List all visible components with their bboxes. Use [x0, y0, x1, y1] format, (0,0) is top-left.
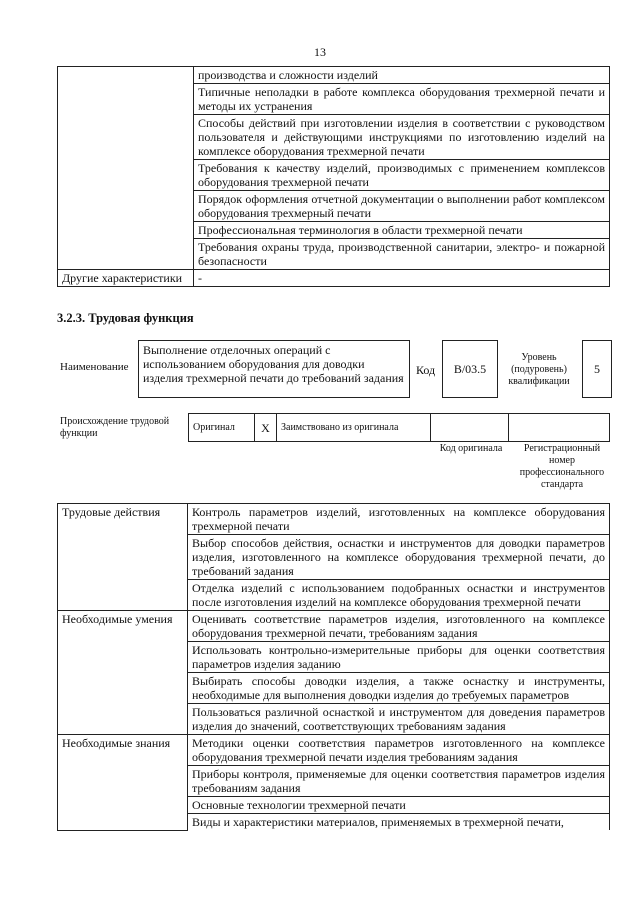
action-item: Выбор способов действия, оснастки и инструментов для доводки параметров изделия, изготовленного на комплексе оборудования трехмерной печати, до требований задания — [188, 535, 610, 580]
function-name: Выполнение отделочных операций с использованием оборудования для доводки изделия трехмерной печати до требований задания — [138, 340, 410, 398]
row-label-actions: Трудовые действия — [58, 504, 188, 611]
action-item: Отделка изделий с использованием подобранных оснастки и инструментов после изготовления изделий на комплексе оборудования трехмерной печати — [188, 580, 610, 611]
skill-item: Выбирать способы доводки изделия, а также оснастку и инструменты, необходимые для выполнения доводки изделия до требуемых параметров — [188, 673, 610, 704]
origin-code-cell — [431, 414, 509, 442]
borrowed-label: Заимствовано из оригинала — [277, 414, 431, 442]
level-label: Уровень (подуровень) квалификации — [508, 352, 570, 387]
knowledge-item: Способы действий при изготовлении изделия в соответствии с руководством пользователя и действующими инструкциями по изготовлению изделий на комплексе оборудования трехмерной печати — [194, 115, 610, 160]
knowledge-item: Типичные неполадки в работе комплекса оборудования трехмерной печати и методы их устранения — [194, 84, 610, 115]
row-label-knowledge: Необходимые знания — [58, 735, 188, 831]
origin-label: Происхождение трудовой функции — [60, 416, 170, 439]
skill-item: Использовать контрольно-измерительные приборы для оценки соответствия параметров изделия заданию — [188, 642, 610, 673]
page-number: 13 — [314, 45, 326, 59]
registration-caption: Регистрационный номер профессионального стандарта — [519, 443, 605, 490]
code-caption: Код оригинала — [439, 443, 503, 454]
labor-function-table — [57, 503, 610, 831]
origin-table — [188, 413, 610, 442]
original-label: Оригинал — [189, 414, 255, 442]
knowledge-item: Требования к качеству изделий, производимых с применением комплексов оборудования трехмерной печати — [194, 160, 610, 191]
row-label-skills: Необходимые умения — [58, 611, 188, 735]
original-mark: X — [255, 414, 277, 442]
knowledge-table-continued — [57, 66, 610, 287]
code-value: B/03.5 — [442, 340, 498, 398]
row-label-empty — [58, 67, 194, 270]
knowledge-item: Требования охраны труда, производственной санитарии, электро- и пожарной безопасности — [194, 239, 610, 270]
skill-item: Оценивать соответствие параметров изделия, изготовленного на комплексе оборудования трехмерной печати, требованиям задания — [188, 611, 610, 642]
other-characteristics-value: - — [194, 270, 610, 287]
row-label-other: Другие характеристики — [58, 270, 194, 287]
level-value: 5 — [582, 340, 612, 398]
section-heading: 3.2.3. Трудовая функция — [57, 311, 194, 325]
code-label: Код — [416, 363, 436, 377]
registration-number-cell — [509, 414, 610, 442]
knowledge-item: Методики оценки соответствия параметров изготовленного на комплексе оборудования трехмерной печати изделия требованиям задания — [188, 735, 610, 766]
name-label: Наименование — [60, 361, 129, 373]
knowledge-item: производства и сложности изделий — [194, 67, 610, 84]
knowledge-item: Основные технологии трехмерной печати — [188, 797, 610, 814]
skill-item: Пользоваться различной оснасткой и инструментом для доведения параметров изделия до значений, соответствующих требованиям задания — [188, 704, 610, 735]
knowledge-item: Виды и характеристики материалов, применяемых в трехмерной печати, — [188, 814, 610, 831]
knowledge-item: Порядок оформления отчетной документации о выполнении работ комплексом оборудования трехмерный печати — [194, 191, 610, 222]
action-item: Контроль параметров изделий, изготовленных на комплексе оборудования трехмерной печати — [188, 504, 610, 535]
knowledge-item: Приборы контроля, применяемые для оценки соответствия параметров изделия требованиям задания — [188, 766, 610, 797]
knowledge-item: Профессиональная терминология в области трехмерной печати — [194, 222, 610, 239]
